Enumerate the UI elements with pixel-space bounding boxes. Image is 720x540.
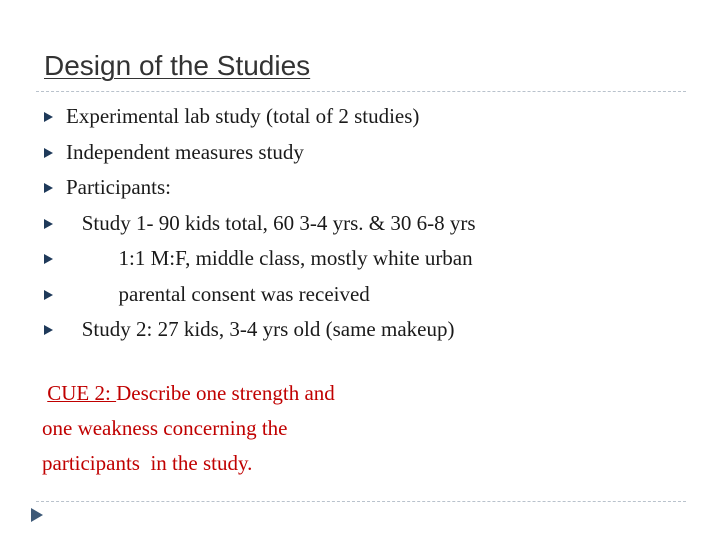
diamond-bullet-icon (44, 290, 53, 300)
bullet-item (44, 277, 370, 313)
diamond-bullet-icon (44, 254, 53, 264)
diamond-bullet-icon (44, 219, 53, 229)
bullet-text: 1:1 M:F, middle class, mostly white urban (66, 246, 473, 270)
slide-title: Design of the Studies (44, 50, 311, 81)
cue-line-1-text: Describe one strength and (116, 381, 335, 405)
diamond-bullet-icon (44, 183, 53, 193)
diamond-bullet-icon (44, 325, 53, 335)
bullet-text: Study 1- 90 kids total, 60 3-4 yrs. & 30 6-8 yrs (66, 210, 476, 235)
cue-line-1 (42, 376, 335, 411)
bullet-item (44, 206, 476, 242)
bullet-text: Participants: (66, 175, 171, 199)
footer-divider (36, 501, 686, 502)
cue-line-3: participants in the study. (42, 451, 253, 475)
bullet-list (44, 99, 476, 348)
triangle-arrow-icon (31, 508, 43, 522)
bullet-item (44, 312, 455, 348)
diamond-bullet-icon (44, 112, 53, 122)
cue-label: CUE 2: (47, 381, 117, 405)
cue-note (42, 376, 335, 481)
bullet-text: Experimental lab study (total of 2 studies) (66, 104, 420, 128)
bullet-item (44, 241, 473, 277)
bullet-item (44, 99, 420, 135)
bullet-item (44, 170, 171, 206)
diamond-bullet-icon (44, 148, 53, 158)
bullet-text: Independent measures study (66, 139, 304, 164)
title-divider (36, 91, 686, 92)
cue-line-2: one weakness concerning the (42, 416, 288, 440)
bullet-text: Study 2: 27 kids, 3-4 yrs old (same makeup) (66, 317, 455, 341)
bullet-text: parental consent was received (66, 281, 370, 306)
bullet-item (44, 135, 304, 171)
